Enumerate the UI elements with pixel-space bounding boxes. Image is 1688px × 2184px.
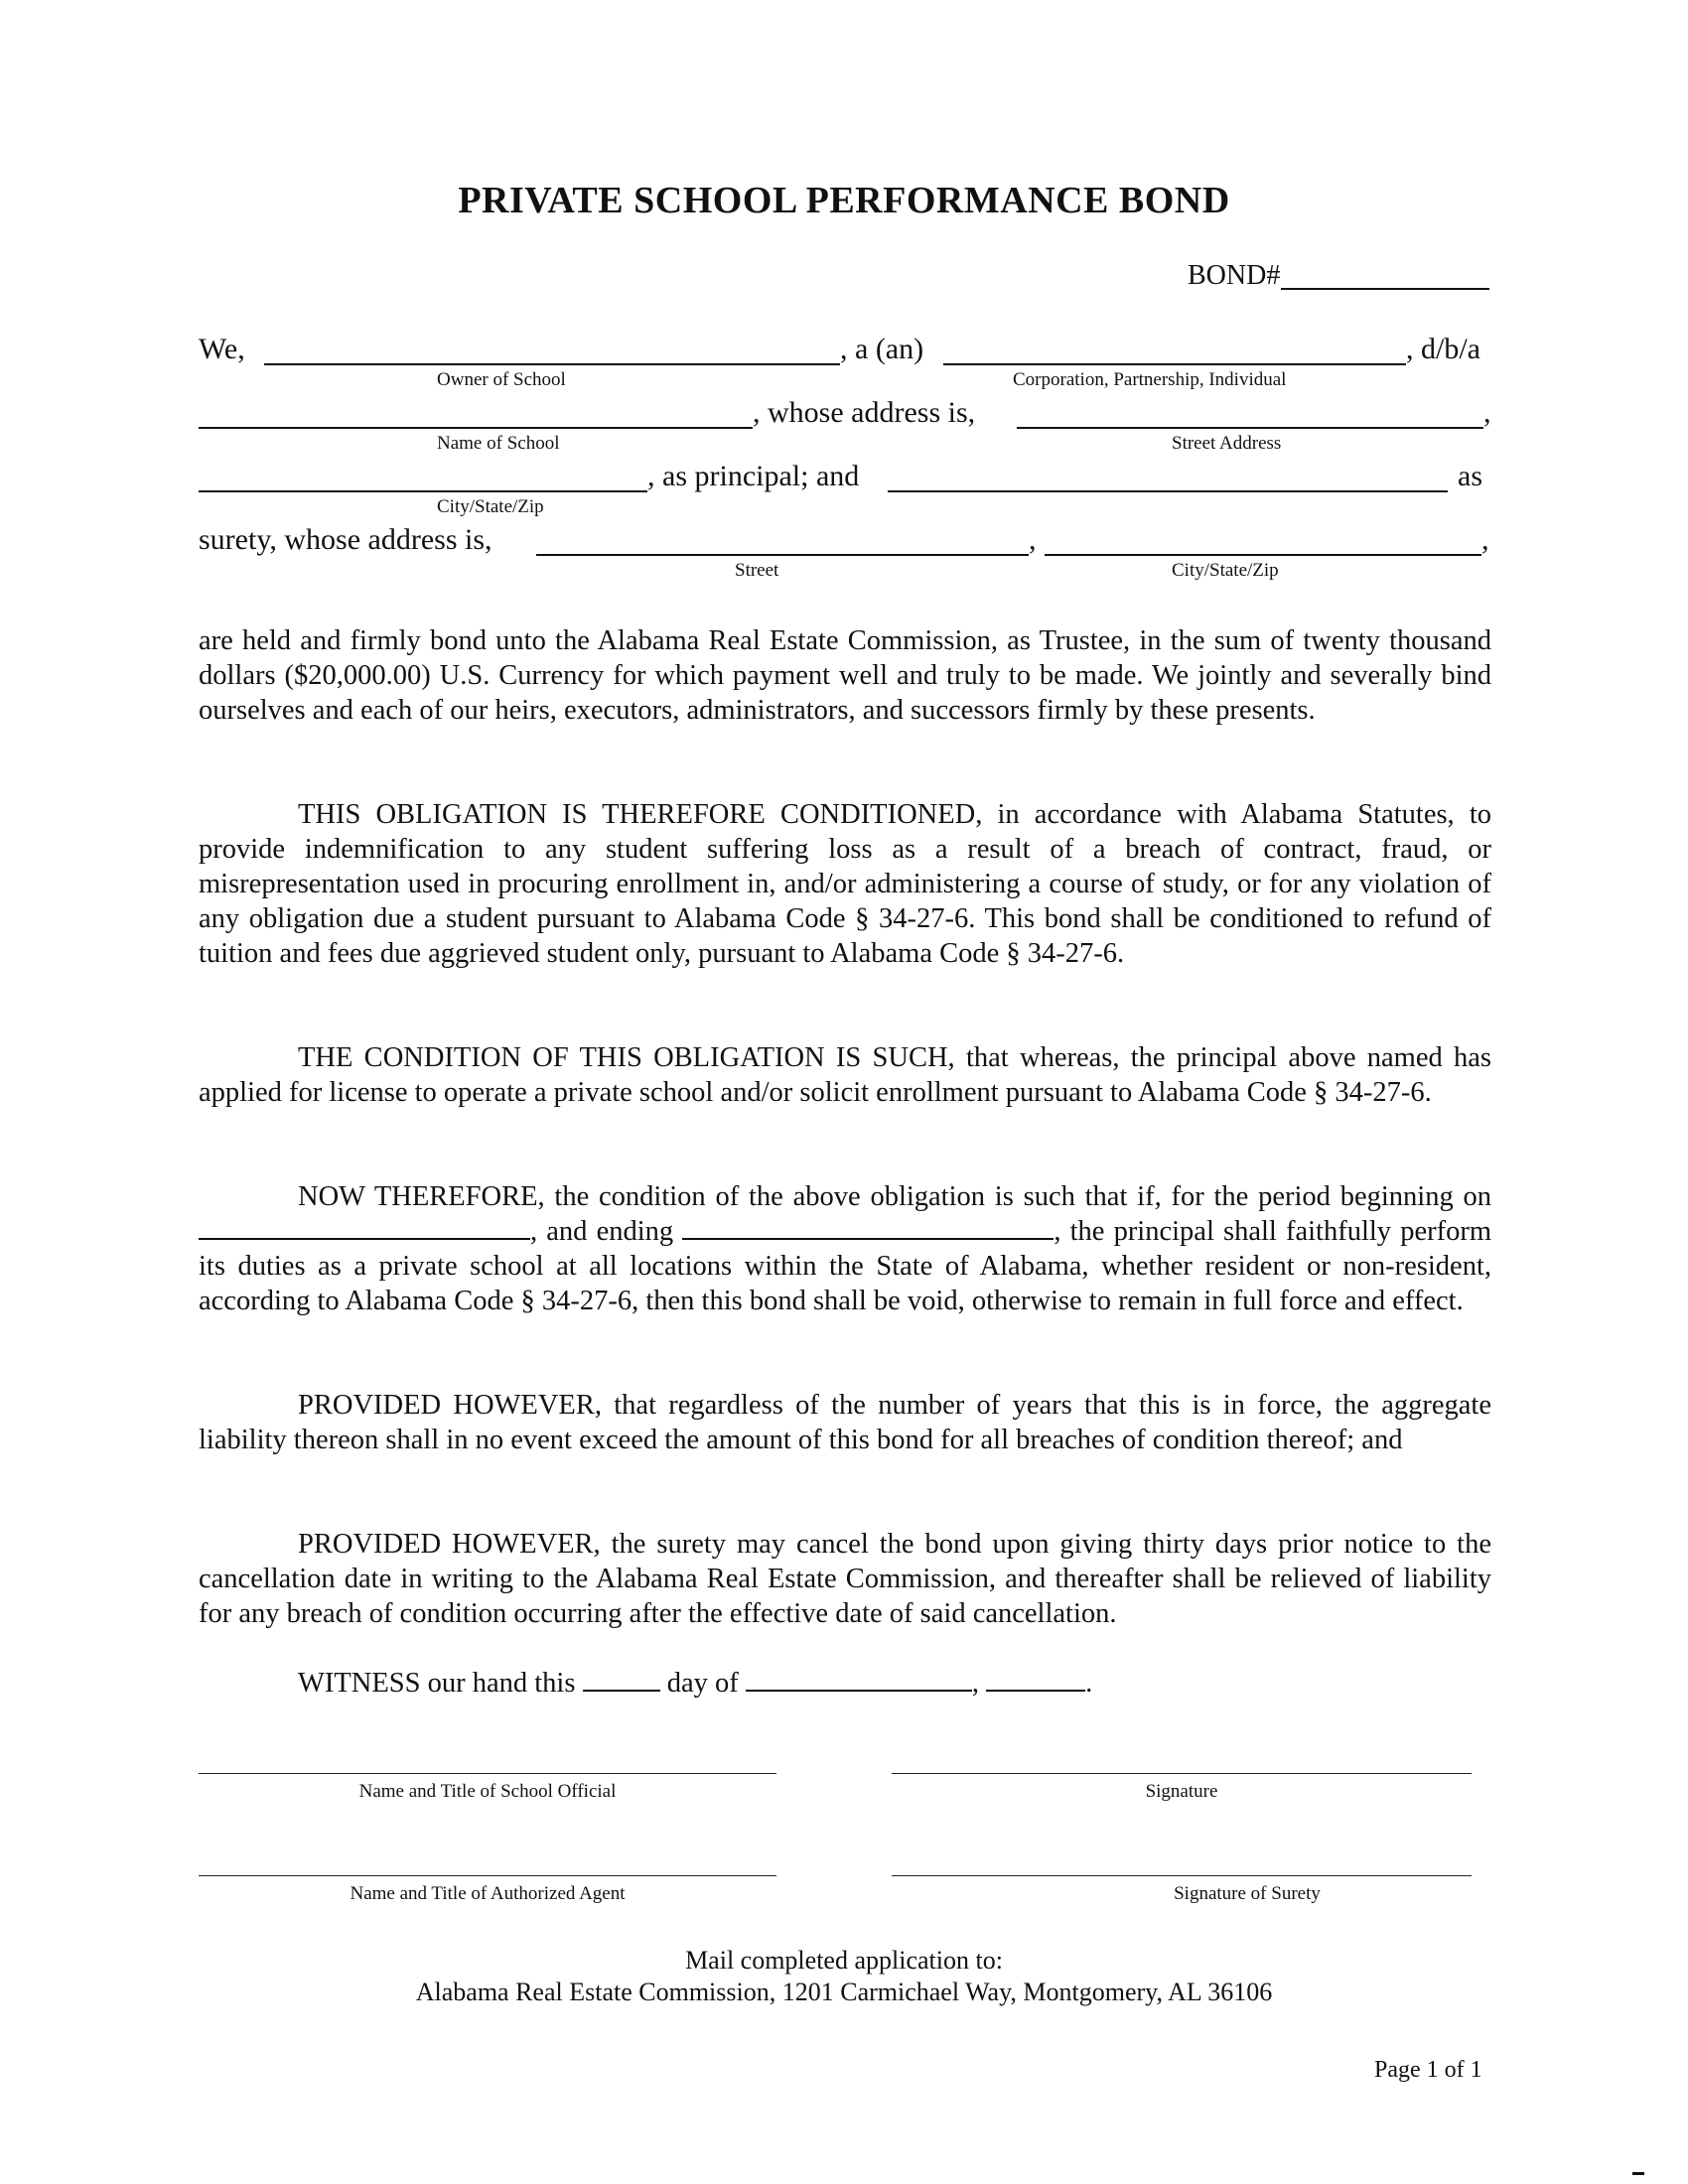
witness-day-field[interactable] — [583, 1666, 660, 1692]
comma-label-2: , — [1029, 523, 1037, 556]
paragraph-held-and-bound: are held and firmly bond unto the Alabama Real Estate Commission, as Trustee, in the sum of twenty thousand dollars ($20,000.00) U.S. Currency for which payment well and truly to be made. We jointly and severally bind ourselves and each of our heirs, executors, administrators, and successors firmly by these presents. — [199, 625, 1491, 726]
surety-citystatezip-field[interactable] — [1045, 554, 1481, 556]
as-principal-label: , as principal; and — [647, 460, 860, 492]
school-citystatezip-field[interactable] — [199, 490, 647, 492]
surety-signature-caption: Signature of Surety — [1174, 1883, 1321, 1904]
surety-signature-line[interactable] — [892, 1875, 1472, 1876]
witness-text-b: day of — [666, 1668, 739, 1699]
school-street-field[interactable] — [1017, 427, 1483, 429]
witness-text-c: , — [971, 1668, 979, 1699]
comma-label: , — [1483, 396, 1491, 429]
we-label: We, — [199, 333, 245, 365]
street-caption: Street Address — [1172, 433, 1282, 454]
comma-label-3: , — [1481, 523, 1489, 556]
surety-name-field[interactable] — [888, 490, 1448, 492]
paragraph-obligation-conditioned-text: THIS OBLIGATION IS THEREFORE CONDITIONED, in accordance with Alabama Statutes, to provide indemnification to any student suffering loss as a result of a breach of contract, fraud, or misrepresentation used in procuring enrollment in, and/or administering a course of study, or for any violation of any obligation due a student pursuant to Alabama Code § 34-27-6. This bond shall be conditioned to refund of tuition and fees due aggrieved student only, pursuant to Alabama Code § 34-27-6. — [199, 799, 1491, 969]
authorized-agent-line[interactable] — [199, 1875, 776, 1876]
school-official-caption: Name and Title of School Official — [358, 1781, 617, 1802]
page-edge-mark — [1632, 2172, 1644, 2175]
owner-caption: Owner of School — [437, 369, 566, 390]
now-therefore-text-a: NOW THEREFORE, the condition of the above obligation is such that if, for the period beginning on — [298, 1181, 1491, 1212]
witness-text-d: . — [1085, 1668, 1093, 1699]
name-of-school-field[interactable] — [199, 427, 753, 429]
paragraph-aggregate-liability — [199, 1388, 1491, 1457]
period-ending-field[interactable] — [682, 1214, 1054, 1240]
surety-cancel-text: PROVIDED HOWEVER, the surety may cancel the bond upon giving thirty days prior notice to the cancellation date in writing to the Alabama Real Estate Commission, and thereafter shall be relieved of liability for any breach of condition occurring after the effective date of said cancellation. — [199, 1529, 1491, 1629]
corp-caption: Corporation, Partnership, Individual — [1013, 369, 1287, 390]
witness-line — [298, 1666, 1092, 1700]
now-therefore-text-c: , the principal shall faithfully perform its duties as a private school at all locations within the State of Alabama, whether resident or non-resident, according to Alabama Code § 34-27-6, then this bond shall be void, otherwise to remain in full force and effect. — [199, 1216, 1491, 1316]
bond-number-field[interactable] — [1281, 288, 1489, 290]
whose-address-label: , whose address is, — [753, 396, 976, 429]
as-label: as — [1458, 460, 1482, 492]
bond-number-label: BOND# — [1188, 260, 1281, 291]
citystatezip-caption: City/State/Zip — [437, 496, 544, 517]
name-caption: Name of School — [437, 433, 560, 454]
surety-address-label: surety, whose address is, — [199, 523, 492, 556]
witness-month-field[interactable] — [746, 1666, 972, 1692]
paragraph-now-therefore — [199, 1179, 1491, 1318]
mail-address: Alabama Real Estate Commission, 1201 Carmichael Way, Montgomery, AL 36106 — [415, 1978, 1273, 2006]
aggregate-liability-text: PROVIDED HOWEVER, that regardless of the number of years that this is in force, the aggregate liability thereon shall in no event exceed the amount of this bond for all breaches of condition thereof; and — [199, 1390, 1491, 1455]
witness-year-field[interactable] — [986, 1666, 1085, 1692]
authorized-agent-caption: Name and Title of Authorized Agent — [350, 1883, 626, 1904]
paragraph-condition-text: THE CONDITION OF THIS OBLIGATION IS SUCH, that whereas, the principal above named has applied for license to operate a private school and/or solicit enrollment pursuant to Alabama Code § 34-27-6. — [199, 1042, 1491, 1108]
signature-caption: Signature — [1145, 1781, 1218, 1802]
a-an-label: , a (an) — [840, 333, 924, 365]
paragraph-surety-cancel — [199, 1527, 1491, 1631]
now-therefore-text-b: , and ending — [530, 1216, 674, 1247]
citystatezip-caption-2: City/State/Zip — [1172, 560, 1279, 581]
paragraph-obligation-conditioned — [199, 797, 1491, 971]
school-official-line[interactable] — [199, 1773, 776, 1774]
entity-type-field[interactable] — [943, 363, 1406, 365]
paragraph-condition-of-obligation — [199, 1040, 1491, 1110]
owner-of-school-field[interactable] — [264, 363, 840, 365]
period-beginning-field[interactable] — [199, 1214, 530, 1240]
street-caption-2: Street — [735, 560, 779, 581]
mail-instruction: Mail completed application to: — [685, 1946, 1003, 1975]
page-title: PRIVATE SCHOOL PERFORMANCE BOND — [458, 180, 1230, 221]
signature-line[interactable] — [892, 1773, 1472, 1774]
witness-text-a: WITNESS our hand this — [298, 1668, 576, 1699]
page-number: Page 1 of 1 — [1374, 2057, 1482, 2083]
surety-street-field[interactable] — [536, 554, 1029, 556]
dba-label: , d/b/a — [1406, 333, 1480, 365]
